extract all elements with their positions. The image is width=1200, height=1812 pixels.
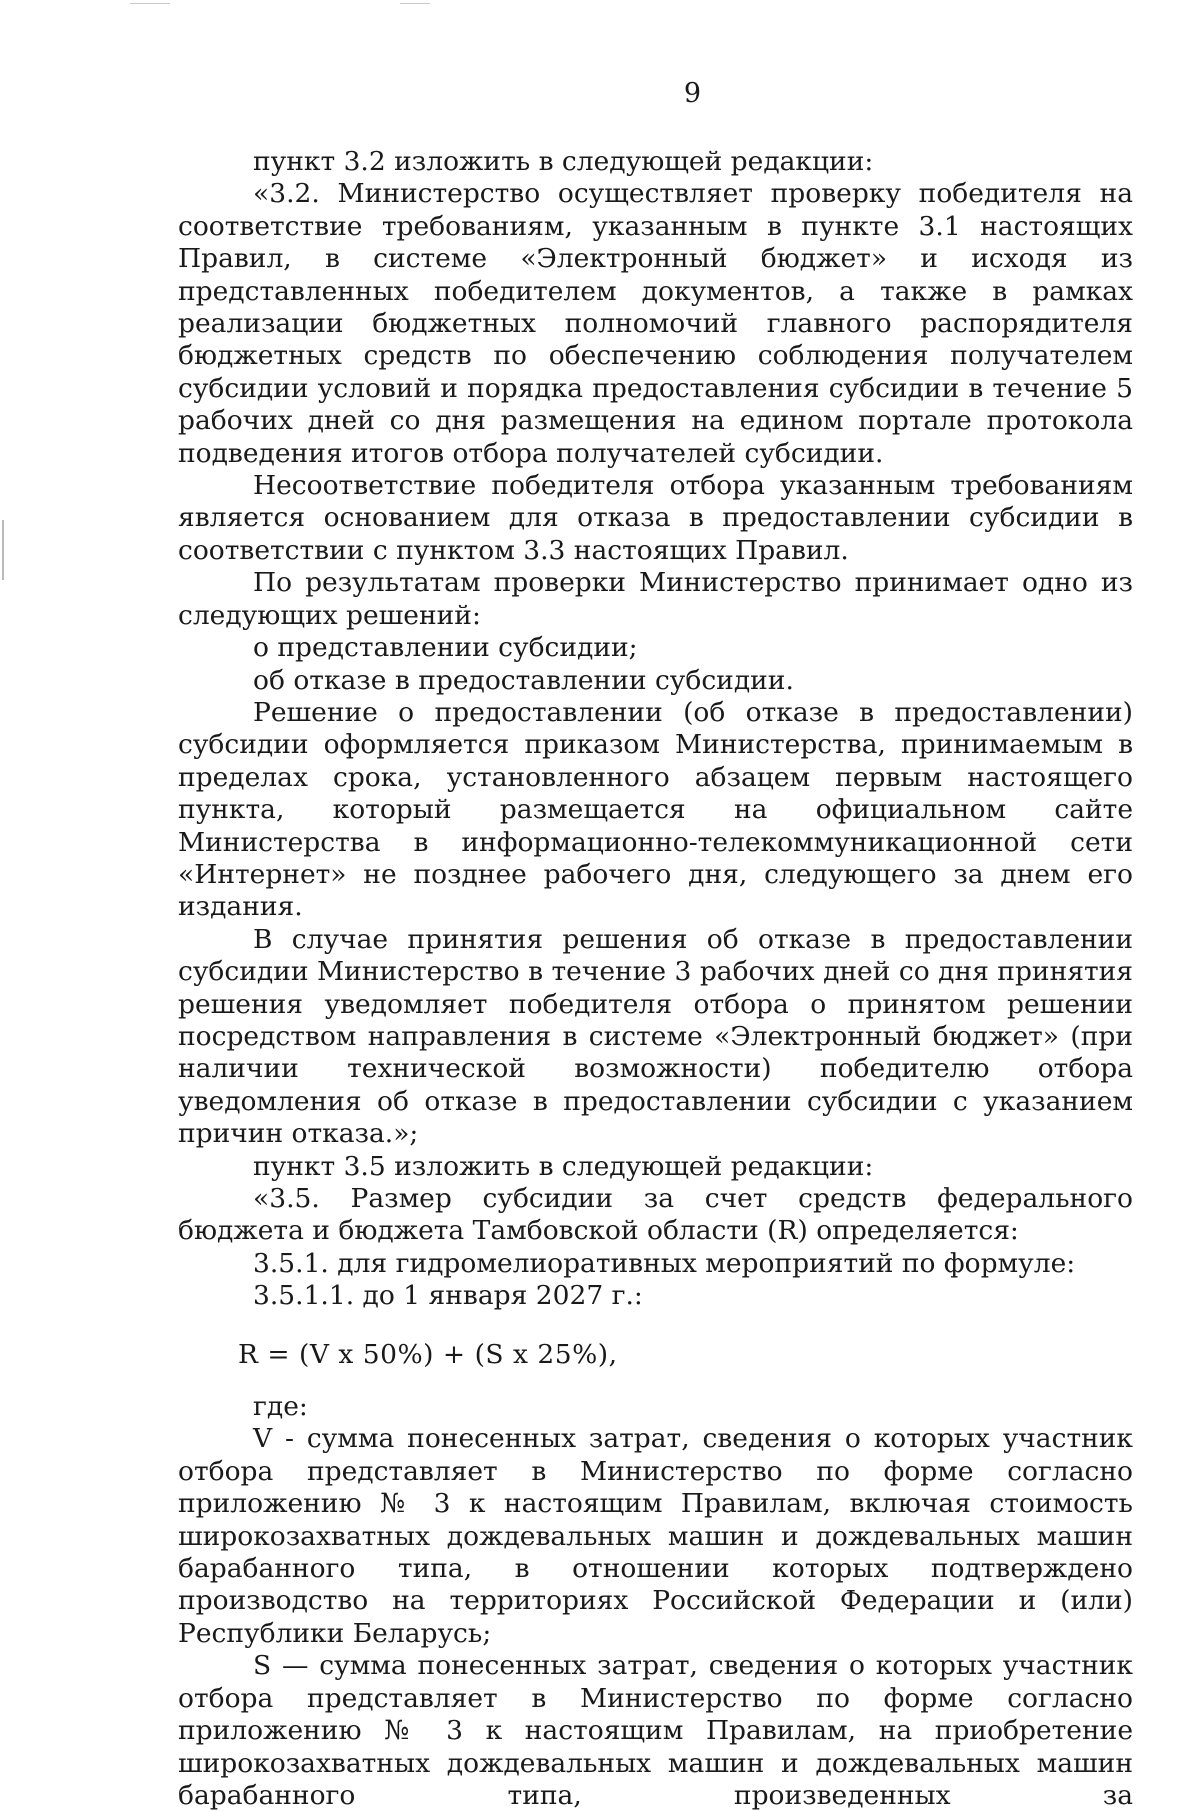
paragraph: По результатам проверки Министерство принимает одно из следующих решений: (178, 567, 1133, 631)
scan-top-mark (130, 3, 170, 4)
paragraph: «3.5. Размер субсидии за счет средств федерального бюджета и бюджета Тамбовской области (R) определяется: (178, 1183, 1133, 1247)
scan-edge-mark (2, 520, 4, 580)
definition-v: V - сумма понесенных затрат, сведения о которых участник отбора представляет в Министерство по форме согласно приложению № 3 к настоящим Правилам, включая стоимость широкозахватных дождевальных машин и дождевальных машин барабанного типа, в отношении которых подтверждено производство на территориях Российской Федерации и (или) Республики Беларусь; (178, 1423, 1133, 1649)
paragraph: В случае принятия решения об отказе в предоставлении субсидии Министерство в течение 3 рабочих дней со дня принятия решения уведомляет победителя отбора о принятом решении посредством направления в системе «Электронный бюджет» (при наличии технической возможности) победителю отбора уведомления об отказе в предоставлении субсидии с указанием причин отказа.»; (178, 923, 1133, 1150)
paragraph: 3.5.1.1. до 1 января 2027 г.: (253, 1280, 643, 1312)
formula: R = (V x 50%) + (S x 25%), (238, 1338, 618, 1370)
definition-s: S — сумма понесенных затрат, сведения о которых участник отбора представляет в Министерство по форме согласно приложению № 3 к настоящим Правилам, на приобретение широкозахватных дождевальных машин и дождевальных машин барабанного типа, произведенных за (178, 1650, 1133, 1811)
document-body (178, 146, 1133, 1812)
scan-top-mark (400, 3, 430, 4)
list-item: об отказе в предоставлении субсидии. (253, 664, 794, 696)
paragraph: «3.2. Министерство осуществляет проверку победителя на соответствие требованиям, указанным в пункте 3.1 настоящих Правил, в системе «Электронный бюджет» и исходя из представленных победителем документов, а также в рамках реализации бюджетных полномочий главного распорядителя бюджетных средств по обеспечению соблюдения получателем субсидии условий и порядка предоставления субсидии в течение 5 рабочих дней со дня размещения на едином портале протокола подведения итогов отбора получателей субсидии. (178, 178, 1133, 469)
paragraph: где: (253, 1391, 308, 1423)
paragraph: пункт 3.5 изложить в следующей редакции: (253, 1150, 874, 1182)
paragraph: Несоответствие победителя отбора указанным требованиям является основанием для отказа в предоставлении субсидии в соответствии с пунктом 3.3 настоящих Правил. (178, 470, 1133, 566)
page-number: 9 (683, 78, 702, 109)
paragraph: 3.5.1. для гидромелиоративных мероприятий по формуле: (253, 1247, 1076, 1279)
paragraph: Решение о предоставлении (об отказе в предоставлении) субсидии оформляется приказом Министерства, принимаемым в пределах срока, установленного абзацем первым настоящего пункта, который размещается на официальном сайте Министерства в информационно-телекоммуникационной сети «Интернет» не позднее рабочего дня, следующего за днем его издания. (178, 696, 1133, 923)
list-item: о представлении субсидии; (253, 632, 638, 664)
paragraph: пункт 3.2 изложить в следующей редакции: (253, 146, 874, 177)
